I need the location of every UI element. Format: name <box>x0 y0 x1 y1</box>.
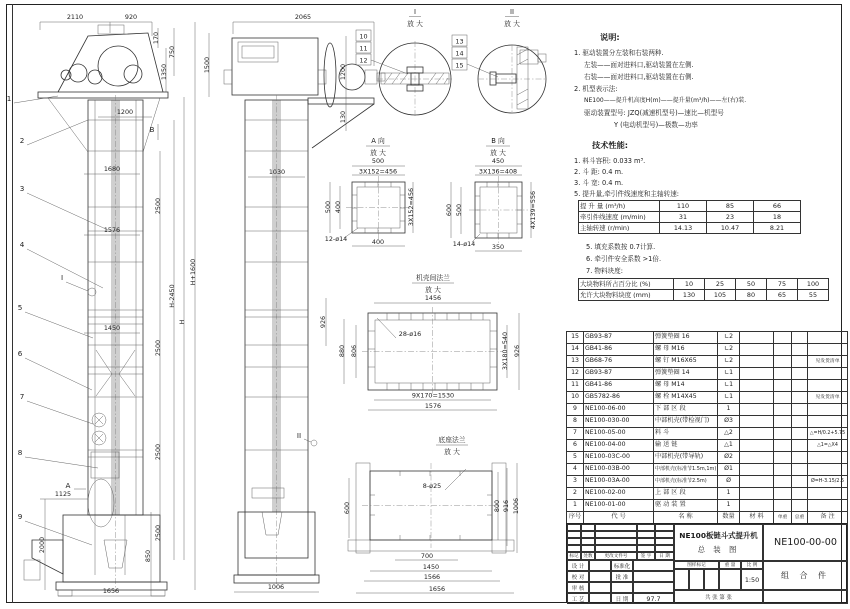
dim-z-1656: 1656 <box>428 585 446 593</box>
detail-b-title: B 向 <box>491 137 505 145</box>
parts-row: 2 NE100-02-00 上 部 区 段 1 <box>567 488 848 500</box>
performance-table <box>578 200 801 234</box>
parts-row: 9 NE100-06-00 下 部 区 段 1 <box>567 404 848 416</box>
leader-10: 10 <box>359 32 368 41</box>
note-line-5: NE100——提升机高度H(m)——提升量(m³/h)——左(右)装. <box>584 97 747 104</box>
sheet-count: 共 张 第 张 <box>674 590 763 604</box>
balloon-8: 8 <box>17 448 23 457</box>
tech-line-3: 3. 斗 宽: 0.4 m. <box>574 179 624 187</box>
dim-b-408: 3X136=408 <box>478 167 518 176</box>
dim-f-880: 880 <box>338 344 346 358</box>
detail-a-subtitle: 放 大 <box>370 149 386 157</box>
section-marker-i: I <box>60 273 64 282</box>
lump-value: 25 <box>705 279 736 290</box>
date-label: 日 期 <box>611 593 633 604</box>
parts-list <box>566 331 848 524</box>
perf-value: 85 <box>707 201 754 212</box>
parts-row: 11 GB41-86 螺 母 M14 ∟1 <box>567 380 848 392</box>
lump-value: 50 <box>736 279 767 290</box>
dim-fv-2500-2: 2500 <box>154 339 162 357</box>
dim-f-806: 806 <box>350 344 358 358</box>
dim-fv-2000: 2000 <box>38 536 46 554</box>
balloon-5: 5 <box>17 303 23 312</box>
item-balloons <box>7 94 317 545</box>
dim-fv-h: H <box>178 319 186 325</box>
rev-col-sign: 签 字 <box>637 552 655 560</box>
perf-value: 23 <box>707 212 754 223</box>
perf-value: 31 <box>660 212 707 223</box>
lump-value: 80 <box>736 290 767 301</box>
dim-fv-1500: 1500 <box>203 56 211 74</box>
dim-f-1530: 9X170=1530 <box>411 391 455 400</box>
rev-col-count: 处数 <box>581 552 595 560</box>
dim-f-926: 926 <box>513 344 521 358</box>
table-row <box>579 201 801 212</box>
perf-value: 14.13 <box>660 223 707 234</box>
lump-value: 65 <box>767 290 798 301</box>
scale-value: 1:50 <box>741 569 763 590</box>
balloon-6: 6 <box>17 349 23 358</box>
detail-ii-title: II <box>509 8 515 16</box>
dim-b-556: 4X139=556 <box>529 190 537 230</box>
view-marker-a: A <box>65 481 71 490</box>
dim-b-600: 600 <box>445 203 453 217</box>
lump-value: 100 <box>798 279 829 290</box>
dim-z-800: 800 <box>493 499 501 513</box>
dim-fv-h-plus: H+1600 <box>189 258 197 286</box>
dim-fv-750: 750 <box>168 45 176 59</box>
lump-value: 55 <box>798 290 829 301</box>
dim-fv-1656: 1656 <box>102 587 120 595</box>
detail-i-view <box>356 8 453 117</box>
front-elevation-view <box>24 25 168 596</box>
scale-label: 比 例 <box>741 561 763 569</box>
detail-b-subtitle: 放 大 <box>490 149 506 157</box>
detail-base-flange-view <box>343 435 520 593</box>
detail-b-view <box>445 136 537 251</box>
drawing-doc-type: 总 装 图 <box>697 545 740 554</box>
balloon-3: 3 <box>19 184 25 193</box>
parts-row: 15 GB93-87 弹簧垫圈 16 ∟2 <box>567 332 848 344</box>
role-process: 工 艺 <box>567 593 589 604</box>
role-design: 设 计 <box>567 560 589 571</box>
weight-label: 重 量 <box>719 561 741 569</box>
detail-ii-view <box>452 8 546 113</box>
dim-fv-1125: 1125 <box>54 490 72 498</box>
parts-row: 10 GB5782-86 螺 栓 M14X45 ∟1 见发货清单 <box>567 392 848 404</box>
perf-value: 66 <box>754 201 801 212</box>
detail-base-title: 底座法兰 <box>438 436 466 444</box>
balloon-2: 2 <box>19 136 25 145</box>
detail-a-view <box>324 136 415 246</box>
dim-fv-850: 850 <box>144 549 152 563</box>
leader-14: 14 <box>455 49 464 58</box>
lump-value: 75 <box>767 279 798 290</box>
dim-z-1450: 1450 <box>422 563 440 571</box>
note-safety-factor: 6. 牵引件安全系数 >1倍. <box>586 255 662 263</box>
dim-f-1456: 1456 <box>424 294 442 302</box>
parts-header-row: 序号 代 号 名 称 数量 材 料 单重 总重 备 注 <box>567 512 848 524</box>
dim-a-456-top: 3X152=456 <box>358 167 398 176</box>
lump-value: 105 <box>705 290 736 301</box>
dim-f-1576: 1576 <box>424 402 442 410</box>
dim-fv-2500-3: 2500 <box>154 443 162 461</box>
title-block <box>566 523 847 603</box>
section-marker-ii: II <box>296 431 302 440</box>
tech-line-4: 5. 提升量,牵引件线速度和主轴转速: <box>574 190 680 198</box>
role-review: 审 核 <box>567 582 589 593</box>
dim-b-holes: 14-ø14 <box>452 240 476 248</box>
detail-flange-subtitle: 放 大 <box>425 286 441 294</box>
detail-casing-flange-view <box>338 273 521 410</box>
perf-value: 10.47 <box>707 223 754 234</box>
parts-row: 14 GB41-86 螺 母 M16 ∟2 <box>567 344 848 356</box>
lump-value: 130 <box>674 290 705 301</box>
dim-a-400-left: 400 <box>334 200 342 214</box>
dim-a-holes: 12-ø14 <box>324 235 348 243</box>
lump-value: 10 <box>674 279 705 290</box>
perf-value: 8.21 <box>754 223 801 234</box>
perf-label: 牵引件线速度 (m/min) <box>579 212 660 223</box>
parts-row: 8 NE100-030-00 中部机壳(带检视门) Ø3 <box>567 416 848 428</box>
dim-fv-1576: 1576 <box>103 226 121 234</box>
dim-a-500-left: 500 <box>324 200 332 214</box>
parts-row: 7 NE100-05-00 料 斗 △2 △=H/0.2+5.75 <box>567 428 848 440</box>
dim-fv-170: 170 <box>152 31 160 45</box>
dim-fv-2500-4: 2500 <box>154 524 162 542</box>
dim-fv-920: 920 <box>124 13 138 21</box>
dim-f-540: 3X180=540 <box>501 331 509 371</box>
leader-12: 12 <box>359 56 368 65</box>
dim-z-700: 700 <box>420 552 434 560</box>
parts-row: 3 NE100-03A-00 中部机壳(标准节2.5m) Ø Ø=H-3.15/2.5 <box>567 476 848 488</box>
leader-13: 13 <box>455 37 464 46</box>
drawing-number: NE100-00-00 <box>763 524 848 561</box>
dim-f-holes: 28-ø16 <box>398 330 422 338</box>
table-row <box>579 290 829 301</box>
parts-row: 12 GB93-87 弹簧垫圈 14 ∟1 <box>567 368 848 380</box>
role-check: 校 对 <box>567 571 589 582</box>
table-row <box>579 279 829 290</box>
tech-line-2: 2. 斗 距: 0.4 m. <box>574 168 624 176</box>
rev-col-date: 日 期 <box>655 552 674 560</box>
perf-label: 主轴转速 (r/min) <box>579 223 660 234</box>
note-line-4: 2. 机型表示法: <box>574 85 618 93</box>
parts-row: 4 NE100-03B-00 中部机壳(标准节1.5m,1m) Ø1 <box>567 464 848 476</box>
role-standardize: 标准化 <box>611 560 633 571</box>
detail-a-title: A 向 <box>371 137 385 145</box>
dim-fv-1680: 1680 <box>103 165 121 173</box>
dim-b-450: 450 <box>491 157 505 165</box>
dim-z-916: 916 <box>502 499 510 513</box>
dim-fv-1450: 1450 <box>103 324 121 332</box>
leader-11: 11 <box>359 44 368 53</box>
balloon-4: 4 <box>19 240 25 249</box>
side-elevation-view <box>224 38 385 590</box>
lump-label: 允许大块物料块度 (mm) <box>579 290 674 301</box>
rev-col-mark: 标记 <box>567 552 581 560</box>
dim-fv-1350: 1350 <box>160 63 168 81</box>
balloon-7: 7 <box>19 392 25 401</box>
note-fill-factor: 5. 填充系数按 0.7计算. <box>586 243 656 251</box>
dim-z-1566: 1566 <box>423 573 441 581</box>
dim-b-350: 350 <box>491 243 505 251</box>
detail-i-title: I <box>413 8 417 16</box>
dim-fv-2110: 2110 <box>66 13 84 21</box>
tech-line-1: 1. 料斗容积: 0.033 m³. <box>574 157 646 165</box>
balloon-9: 9 <box>17 512 23 521</box>
note-line-3: 右装——面对进料口,驱动装置在右侧. <box>584 73 694 81</box>
date-value: 97.7 <box>633 593 674 604</box>
dim-b-500: 500 <box>455 203 463 217</box>
lump-size-table <box>578 278 829 301</box>
dim-sv-1006: 1006 <box>267 583 285 591</box>
dim-z-holes: 8-ø25 <box>422 482 442 490</box>
dim-sv-926: 926 <box>319 315 327 329</box>
lump-label: 大块物料所占百分比 (%) <box>579 279 674 290</box>
assembly-kind: 组 合 件 <box>763 561 848 590</box>
parts-row: 13 GB68-76 螺 钉 M16X65 ∟2 见发货清单 <box>567 356 848 368</box>
dim-sv-1200: 1200 <box>339 63 347 81</box>
detail-ii-subtitle: 放 大 <box>504 20 520 28</box>
drawing-title: NE100板链斗式提升机 <box>679 531 758 540</box>
dim-a-500-top: 500 <box>371 157 385 165</box>
perf-value: 110 <box>660 201 707 212</box>
view-marker-b: B <box>149 125 155 134</box>
notes-title: 说明: <box>600 32 620 42</box>
dim-fv-1200: 1200 <box>116 108 134 116</box>
front-view-dimensions <box>38 13 211 596</box>
leader-15: 15 <box>455 61 464 70</box>
perf-label: 提 升 量 (m³/h) <box>579 201 660 212</box>
rev-col-docno: 更改文件号 <box>595 552 637 560</box>
note-line-7: Y (电动机型号)—极数—功率 <box>614 121 698 129</box>
note-line-2: 左装——面对进料口,驱动装置在左侧. <box>584 61 694 69</box>
role-approve: 批 准 <box>611 571 633 582</box>
detail-base-subtitle: 放 大 <box>444 448 460 456</box>
dim-sv-130: 130 <box>339 110 347 124</box>
dim-a-456-right: 3X152=456 <box>407 187 415 227</box>
perf-value: 18 <box>754 212 801 223</box>
stamp-mark-label: 图样标记 <box>674 561 719 569</box>
table-row <box>579 212 801 223</box>
dim-a-400-bottom: 400 <box>371 238 385 246</box>
parts-row: 1 NE100-01-00 驱 动 装 置 1 <box>567 500 848 512</box>
detail-i-subtitle: 放 大 <box>407 20 423 28</box>
parts-row: 6 NE100-04-00 输 送 链 △1 △1=△X4 <box>567 440 848 452</box>
table-row <box>579 223 801 234</box>
dim-z-1006: 1006 <box>512 497 520 515</box>
dim-fv-2500-1: 2500 <box>154 197 162 215</box>
dim-sv-1030: 1030 <box>268 168 286 176</box>
note-line-6: 驱动装置型号: JZQ(减速机型号)—速比—机型号 <box>584 109 724 117</box>
dim-sv-2065: 2065 <box>294 13 312 21</box>
parts-row: 5 NE100-03C-00 中部机壳(带导轨) Ø2 <box>567 452 848 464</box>
note-line-1: 1. 驱动装置分左装和右装两种. <box>574 49 664 57</box>
tech-title: 技术性能: <box>592 140 629 150</box>
balloon-1: 1 <box>6 94 12 103</box>
note-lump-size: 7. 物料块度: <box>586 267 623 275</box>
detail-flange-title: 机壳间法兰 <box>416 274 450 282</box>
dim-fv-h-minus: H-2450 <box>168 284 176 308</box>
dim-z-600: 600 <box>343 501 351 515</box>
